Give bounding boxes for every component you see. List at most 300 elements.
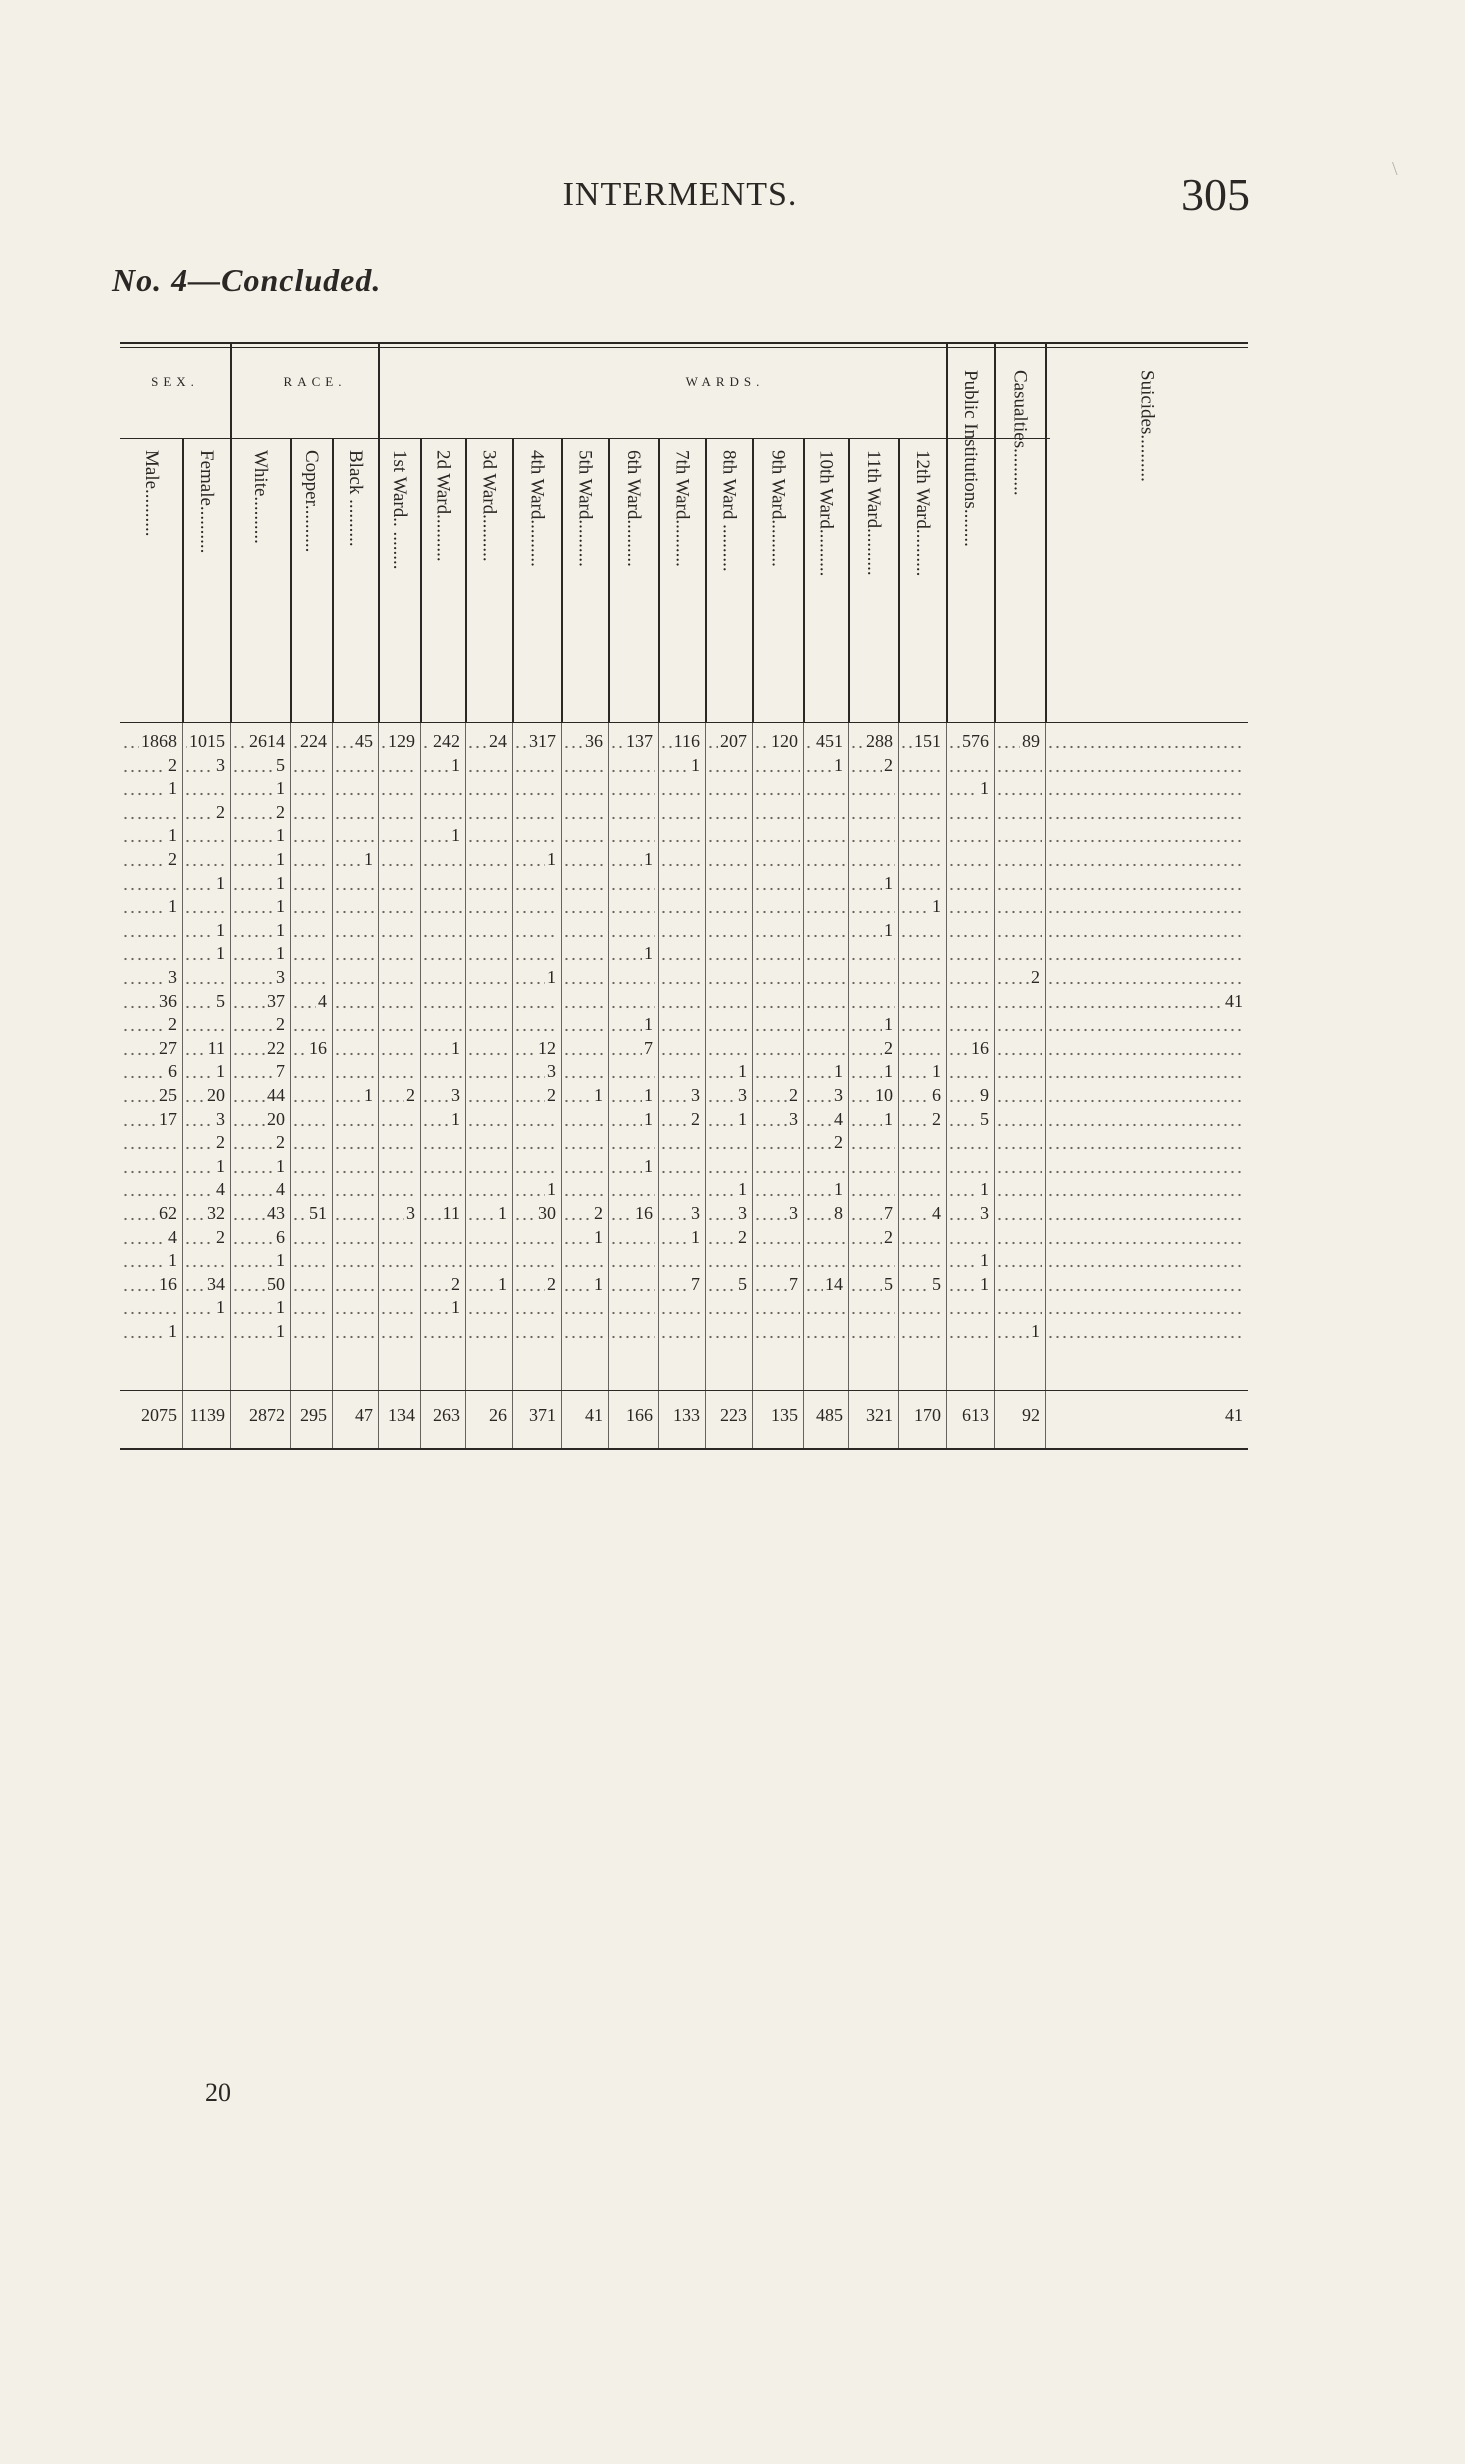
table-cell bbox=[184, 872, 227, 895]
table-cell bbox=[996, 1037, 1042, 1060]
total-cell bbox=[610, 1404, 655, 1427]
table-cell bbox=[422, 872, 462, 895]
table-cell bbox=[184, 848, 227, 871]
table-cell bbox=[707, 754, 749, 777]
table-row bbox=[120, 777, 1248, 800]
table-cell bbox=[232, 824, 287, 847]
table-cell bbox=[996, 777, 1042, 800]
cell-value: 1 bbox=[547, 849, 556, 869]
table-cell bbox=[334, 824, 375, 847]
table-cell bbox=[184, 1226, 227, 1249]
table-cell bbox=[380, 1155, 417, 1178]
cell-value: 2 bbox=[691, 1108, 700, 1129]
table-cell bbox=[422, 848, 462, 871]
table-cell bbox=[850, 919, 895, 942]
table-cell bbox=[948, 1060, 991, 1083]
cell-value: 1 bbox=[547, 1179, 556, 1200]
table-cell bbox=[467, 1108, 509, 1131]
table-cell bbox=[948, 801, 991, 824]
cell-value: 2 bbox=[168, 1014, 177, 1035]
table-cell bbox=[184, 1013, 227, 1036]
cell-value: 1 bbox=[644, 1108, 653, 1129]
table-cell bbox=[422, 1037, 462, 1060]
table-cell bbox=[660, 895, 702, 918]
table-cell bbox=[514, 872, 558, 895]
table-cell bbox=[996, 754, 1042, 777]
table-cell bbox=[563, 754, 605, 777]
cell-value: 1 bbox=[276, 825, 285, 846]
table-cell bbox=[184, 1084, 227, 1107]
cell-value: 2 bbox=[168, 754, 177, 775]
table-row bbox=[120, 1037, 1248, 1060]
table-cell bbox=[660, 1249, 702, 1272]
cell-value: 1 bbox=[644, 1085, 653, 1105]
cell-value: 613 bbox=[962, 1405, 989, 1425]
cell-value: 24 bbox=[489, 731, 507, 751]
table-cell bbox=[805, 1226, 845, 1249]
table-cell bbox=[948, 777, 991, 800]
cell-value: 1139 bbox=[189, 1405, 225, 1425]
table-cell bbox=[850, 942, 895, 965]
table-cell bbox=[422, 1131, 462, 1154]
table-cell bbox=[754, 1131, 800, 1154]
cell-value: 120 bbox=[771, 731, 798, 751]
cell-value: 321 bbox=[866, 1405, 893, 1425]
table-row bbox=[120, 1131, 1248, 1154]
table-cell bbox=[334, 1060, 375, 1083]
table-cell bbox=[754, 966, 800, 989]
table-cell bbox=[1047, 801, 1245, 824]
cell-value: 3 bbox=[789, 1108, 798, 1129]
table-cell bbox=[232, 1273, 287, 1296]
table-cell bbox=[900, 1178, 943, 1201]
table-cell bbox=[380, 777, 417, 800]
table-cell bbox=[334, 942, 375, 965]
cell-value: 3 bbox=[834, 1085, 843, 1105]
column-header: Male.......... bbox=[141, 450, 162, 537]
table-cell bbox=[610, 1037, 655, 1060]
cell-value: 3 bbox=[451, 1085, 460, 1105]
column-header: 7th Ward.......... bbox=[671, 450, 693, 567]
table-cell bbox=[184, 1037, 227, 1060]
table-cell bbox=[754, 990, 800, 1013]
table-cell bbox=[334, 801, 375, 824]
cell-value: 4 bbox=[276, 1179, 285, 1200]
table-cell bbox=[380, 990, 417, 1013]
table-cell bbox=[232, 919, 287, 942]
table-cell bbox=[660, 1296, 702, 1319]
table-cell bbox=[1047, 1226, 1245, 1249]
total-cell bbox=[996, 1404, 1042, 1427]
cell-value: 41 bbox=[585, 1405, 603, 1425]
table-cell bbox=[660, 824, 702, 847]
table-cell bbox=[805, 1273, 845, 1296]
cell-value: 16 bbox=[971, 1037, 989, 1058]
cell-value: 2 bbox=[451, 1273, 460, 1294]
table-cell bbox=[122, 1320, 179, 1343]
table-cell bbox=[563, 1178, 605, 1201]
table-cell bbox=[996, 1320, 1042, 1343]
table-cell bbox=[467, 895, 509, 918]
table-cell bbox=[805, 1037, 845, 1060]
total-cell bbox=[900, 1404, 943, 1427]
table-cell bbox=[610, 1226, 655, 1249]
table-cell bbox=[660, 801, 702, 824]
table-cell bbox=[422, 942, 462, 965]
cell-value: 20 bbox=[267, 1108, 285, 1129]
table-cell bbox=[292, 754, 329, 777]
cell-value: 2075 bbox=[141, 1405, 177, 1425]
running-title: INTERMENTS. bbox=[562, 176, 798, 213]
cell-value: 1 bbox=[276, 1321, 285, 1341]
table-cell bbox=[1047, 990, 1245, 1013]
table-cell bbox=[948, 1273, 991, 1296]
table-cell bbox=[900, 1060, 943, 1083]
cell-value: 1 bbox=[594, 1085, 603, 1105]
table-cell bbox=[232, 1108, 287, 1131]
table-cell bbox=[660, 942, 702, 965]
table-cell bbox=[900, 1037, 943, 1060]
table-cell bbox=[122, 848, 179, 871]
column-header: 10th Ward.......... bbox=[815, 450, 837, 577]
column-divider bbox=[752, 438, 754, 722]
table-cell bbox=[292, 801, 329, 824]
table-cell bbox=[996, 848, 1042, 871]
cell-value: 2 bbox=[216, 1132, 225, 1153]
cell-value: 4 bbox=[834, 1108, 843, 1129]
table-cell bbox=[805, 919, 845, 942]
table-cell bbox=[467, 777, 509, 800]
table-cell bbox=[380, 1013, 417, 1036]
table-cell bbox=[754, 777, 800, 800]
table-cell bbox=[754, 1178, 800, 1201]
column-divider bbox=[378, 342, 380, 722]
table-cell bbox=[850, 1060, 895, 1083]
cell-value: 45 bbox=[355, 731, 373, 751]
table-cell bbox=[232, 966, 287, 989]
cell-value: 27 bbox=[159, 1037, 177, 1058]
table-cell bbox=[514, 1202, 558, 1225]
table-cell bbox=[292, 872, 329, 895]
cell-value: 3 bbox=[276, 967, 285, 987]
table-cell bbox=[900, 966, 943, 989]
table-cell bbox=[422, 1155, 462, 1178]
table-cell bbox=[707, 1013, 749, 1036]
cell-value: 50 bbox=[267, 1273, 285, 1294]
table-cell bbox=[900, 1202, 943, 1225]
cell-value: 4 bbox=[318, 990, 327, 1011]
table-cell bbox=[514, 966, 558, 989]
table-cell bbox=[660, 848, 702, 871]
table-cell bbox=[850, 824, 895, 847]
table-cell bbox=[660, 990, 702, 1013]
cell-value: 1 bbox=[276, 1250, 285, 1271]
table-cell bbox=[292, 1060, 329, 1083]
table-row bbox=[120, 1320, 1248, 1343]
table-cell bbox=[514, 801, 558, 824]
table-cell bbox=[184, 966, 227, 989]
column-divider bbox=[561, 438, 563, 722]
table-cell bbox=[467, 1037, 509, 1060]
table-cell bbox=[610, 942, 655, 965]
table-cell bbox=[610, 754, 655, 777]
table-cell bbox=[707, 919, 749, 942]
table-cell bbox=[563, 1131, 605, 1154]
table-cell bbox=[184, 1273, 227, 1296]
table-cell bbox=[122, 1013, 179, 1036]
cell-value: 1 bbox=[276, 943, 285, 964]
table-cell bbox=[422, 1060, 462, 1083]
table-cell bbox=[514, 730, 558, 753]
cell-value: 2 bbox=[884, 1037, 893, 1058]
table-cell bbox=[380, 895, 417, 918]
table-cell bbox=[232, 1320, 287, 1343]
table-cell bbox=[805, 966, 845, 989]
cell-value: 5 bbox=[738, 1273, 747, 1294]
table-cell bbox=[900, 730, 943, 753]
table-cell bbox=[1047, 919, 1245, 942]
table-cell bbox=[1047, 1013, 1245, 1036]
table-cell bbox=[232, 730, 287, 753]
table-cell bbox=[610, 1060, 655, 1083]
table-row bbox=[120, 1108, 1248, 1131]
table-cell bbox=[1047, 730, 1245, 753]
column-header: Suicides.......... bbox=[1136, 370, 1158, 482]
table-cell bbox=[754, 1060, 800, 1083]
table-cell bbox=[292, 824, 329, 847]
cell-value: 1 bbox=[884, 872, 893, 893]
table-cell bbox=[422, 1273, 462, 1296]
cell-value: 32 bbox=[207, 1203, 225, 1223]
table-cell bbox=[514, 1131, 558, 1154]
table-cell bbox=[900, 754, 943, 777]
table-cell bbox=[1047, 1178, 1245, 1201]
table-cell bbox=[610, 1320, 655, 1343]
table-cell bbox=[707, 1273, 749, 1296]
table-cell bbox=[707, 1226, 749, 1249]
table-cell bbox=[660, 730, 702, 753]
table-cell bbox=[948, 1226, 991, 1249]
cell-value: 3 bbox=[406, 1203, 415, 1223]
table-cell bbox=[467, 824, 509, 847]
table-cell bbox=[660, 1013, 702, 1036]
table-cell bbox=[707, 990, 749, 1013]
cell-value: 116 bbox=[673, 731, 700, 751]
table-cell bbox=[380, 1084, 417, 1107]
table-cell bbox=[563, 1226, 605, 1249]
total-cell bbox=[707, 1404, 749, 1427]
table-cell bbox=[422, 754, 462, 777]
table-cell bbox=[334, 1131, 375, 1154]
table-cell bbox=[563, 1273, 605, 1296]
cell-value: 2 bbox=[216, 1226, 225, 1247]
table-cell bbox=[467, 801, 509, 824]
cell-value: 1 bbox=[884, 919, 893, 940]
table-cell bbox=[900, 777, 943, 800]
table-row bbox=[120, 754, 1248, 777]
cell-value: 6 bbox=[932, 1085, 941, 1105]
table-cell bbox=[1047, 966, 1245, 989]
table-cell bbox=[563, 1013, 605, 1036]
table-cell bbox=[380, 1249, 417, 1272]
table-cell bbox=[467, 848, 509, 871]
cell-value: 7 bbox=[884, 1203, 893, 1223]
table-cell bbox=[948, 895, 991, 918]
table-cell bbox=[184, 824, 227, 847]
column-divider bbox=[420, 438, 422, 722]
table-cell bbox=[707, 1320, 749, 1343]
table-cell bbox=[900, 990, 943, 1013]
table-cell bbox=[948, 1178, 991, 1201]
cell-value: 1 bbox=[980, 1273, 989, 1294]
table-cell bbox=[184, 895, 227, 918]
table-cell bbox=[514, 919, 558, 942]
table-cell bbox=[334, 1013, 375, 1036]
cell-value: 2 bbox=[884, 1226, 893, 1247]
table-cell bbox=[514, 1084, 558, 1107]
table-cell bbox=[996, 1108, 1042, 1131]
table-cell bbox=[610, 1178, 655, 1201]
cell-value: 2 bbox=[276, 1014, 285, 1035]
cell-value: 1 bbox=[276, 1155, 285, 1176]
cell-value: 1 bbox=[932, 1061, 941, 1082]
cell-value: 41 bbox=[1225, 1405, 1243, 1425]
table-row bbox=[120, 966, 1248, 989]
table-cell bbox=[660, 1060, 702, 1083]
table-cell bbox=[707, 1037, 749, 1060]
table-cell bbox=[707, 730, 749, 753]
table-cell bbox=[467, 1226, 509, 1249]
column-divider bbox=[182, 438, 184, 722]
table-cell bbox=[467, 730, 509, 753]
cell-value: 1 bbox=[1031, 1321, 1040, 1341]
total-cell bbox=[563, 1404, 605, 1427]
table-cell bbox=[232, 942, 287, 965]
table-cell bbox=[1047, 1060, 1245, 1083]
table-cell bbox=[1047, 1320, 1245, 1343]
table-cell bbox=[334, 1084, 375, 1107]
table-cell bbox=[996, 1296, 1042, 1319]
table-cell bbox=[380, 848, 417, 871]
table-cell bbox=[850, 1178, 895, 1201]
cell-value: 2 bbox=[276, 801, 285, 822]
table-cell bbox=[122, 919, 179, 942]
table-cell bbox=[563, 777, 605, 800]
table-cell bbox=[707, 1296, 749, 1319]
table-cell bbox=[232, 801, 287, 824]
table-cell bbox=[660, 777, 702, 800]
table-cell bbox=[610, 966, 655, 989]
cell-value: 2 bbox=[216, 801, 225, 822]
table-cell bbox=[660, 754, 702, 777]
cell-value: 1 bbox=[594, 1226, 603, 1247]
table-cell bbox=[754, 1320, 800, 1343]
table-cell bbox=[610, 801, 655, 824]
column-divider bbox=[898, 438, 900, 722]
table-cell bbox=[996, 1060, 1042, 1083]
table-cell bbox=[232, 1249, 287, 1272]
table-cell bbox=[122, 1296, 179, 1319]
cell-value: 7 bbox=[691, 1273, 700, 1294]
cell-value: 1 bbox=[834, 1061, 843, 1082]
table-cell bbox=[610, 730, 655, 753]
table-cell bbox=[422, 1108, 462, 1131]
table-cell bbox=[292, 1296, 329, 1319]
table-cell bbox=[660, 1202, 702, 1225]
table-cell bbox=[232, 1155, 287, 1178]
table-cell bbox=[334, 990, 375, 1013]
cell-value: 6 bbox=[276, 1226, 285, 1247]
table-cell bbox=[380, 872, 417, 895]
table-cell bbox=[514, 1178, 558, 1201]
table-cell bbox=[1047, 1296, 1245, 1319]
table-cell bbox=[563, 1296, 605, 1319]
table-cell bbox=[422, 1226, 462, 1249]
table-cell bbox=[707, 1155, 749, 1178]
table-cell bbox=[380, 1108, 417, 1131]
table-cell bbox=[380, 1060, 417, 1083]
cell-value: 1 bbox=[276, 896, 285, 917]
column-header: 6th Ward.......... bbox=[623, 450, 644, 567]
table-cell bbox=[1047, 1037, 1245, 1060]
table-cell bbox=[850, 1013, 895, 1036]
table-cell bbox=[563, 1108, 605, 1131]
table-cell bbox=[563, 990, 605, 1013]
cell-value: 5 bbox=[276, 754, 285, 775]
table-cell bbox=[232, 777, 287, 800]
table-cell bbox=[1047, 1249, 1245, 1272]
column-header: 1st Ward.. ........ bbox=[389, 450, 410, 570]
table-cell bbox=[707, 801, 749, 824]
table-cell bbox=[850, 777, 895, 800]
table-cell bbox=[292, 966, 329, 989]
table-cell bbox=[948, 990, 991, 1013]
cell-value: 1 bbox=[547, 967, 556, 987]
total-cell bbox=[514, 1404, 558, 1427]
total-cell bbox=[122, 1404, 179, 1427]
table-cell bbox=[996, 1131, 1042, 1154]
table-cell bbox=[850, 1108, 895, 1131]
table-cell bbox=[184, 942, 227, 965]
table-cell bbox=[292, 730, 329, 753]
table-cell bbox=[514, 1226, 558, 1249]
table-cell bbox=[467, 1249, 509, 1272]
table-cell bbox=[754, 1155, 800, 1178]
table-cell bbox=[805, 777, 845, 800]
table-cell bbox=[1047, 1084, 1245, 1107]
table-cell bbox=[900, 824, 943, 847]
table-row bbox=[120, 730, 1248, 753]
table-cell bbox=[467, 1084, 509, 1107]
table-cell bbox=[805, 1084, 845, 1107]
table-cell bbox=[122, 1108, 179, 1131]
table-cell bbox=[467, 966, 509, 989]
table-cell bbox=[805, 730, 845, 753]
table-cell bbox=[805, 990, 845, 1013]
table-cell bbox=[122, 801, 179, 824]
table-cell bbox=[184, 1320, 227, 1343]
table-cell bbox=[422, 1084, 462, 1107]
table-cell bbox=[380, 1037, 417, 1060]
total-cell bbox=[467, 1404, 509, 1427]
table-cell bbox=[184, 1202, 227, 1225]
table-cell bbox=[380, 1131, 417, 1154]
total-cell bbox=[380, 1404, 417, 1427]
table-cell bbox=[948, 1320, 991, 1343]
table-cell bbox=[334, 1108, 375, 1131]
table-cell bbox=[184, 1178, 227, 1201]
table-cell bbox=[948, 942, 991, 965]
